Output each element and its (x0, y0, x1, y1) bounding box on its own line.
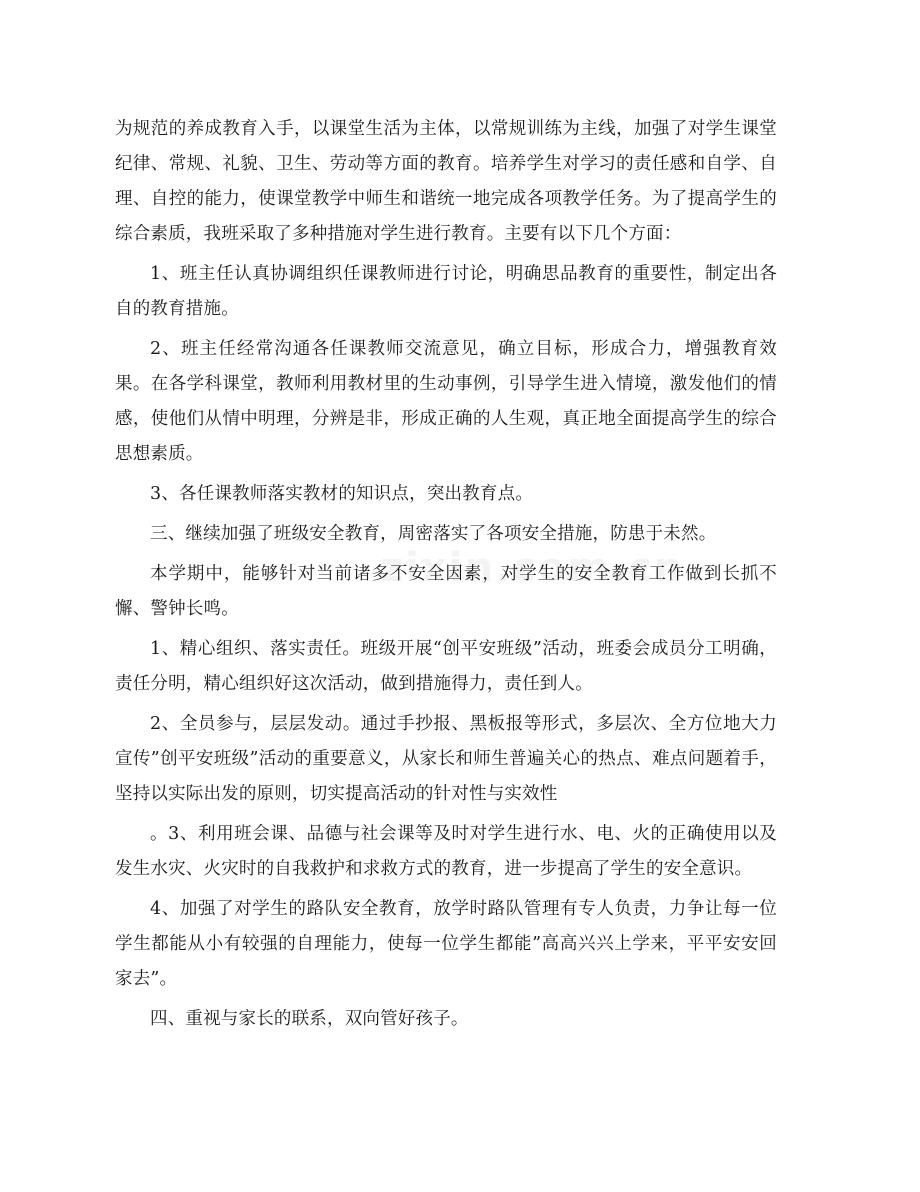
document-body (115, 112, 777, 1042)
paragraph-safety-2: 2、全员参与，层层发动。通过手抄报、黑板报等形式，多层次、全方位地大力宣传”创平安班级”活动的重要意义，从家长和师生普遍关心的热点、难点问题着手，坚持以实际出发的原则，切实提高活动的针对性与实效性 (115, 714, 777, 804)
paragraph-item-2: 2、班主任经常沟通各任课教师交流意见，确立目标，形成合力，增强教育效果。在各学科课堂，教师利用教材里的生动事例，引导学生进入情境，激发他们的情感，使他们从情中明理，分辨是非，形成正确的人生观，真正地全面提高学生的综合思想素质。 (115, 339, 777, 464)
paragraph-safety-4: 4、加强了对学生的路队安全教育，放学时路队管理有专人负责，力争让每一位学生都能从小有较强的自理能力，使每一位学生都能”高高兴兴上学来，平平安安回家去”。 (115, 899, 777, 989)
paragraph-safety-1: 1、精心组织、落实责任。班级开展“创平安班级”活动，班委会成员分工明确，责任分明，精心组织好这次活动，做到措施得力，责任到人。 (115, 639, 777, 694)
section-heading-three: 三、继续加强了班级安全教育，周密落实了各项安全措施，防患于未然。 (150, 524, 717, 544)
paragraph-safety-intro: 本学期中，能够针对当前诸多不安全因素，对学生的安全教育工作做到长抓不懈、警钟长鸣。 (115, 564, 777, 619)
paragraph-intro: 为规范的养成教育入手，以课堂生活为主体，以常规训练为主线，加强了对学生课堂纪律、常规、礼貌、卫生、劳动等方面的教育。培养学生对学习的责任感和自学、自理、自控的能力，使课堂教学中师生和谐统一地完成各项教学任务。为了提高学生的综合素质，我班采取了多种措施对学生进行教育。主要有以下几个方面： (115, 119, 777, 244)
section-heading-four: 四、重视与家长的联系，双向管好孩子。 (150, 1009, 469, 1029)
paragraph-item-1: 1、班主任认真协调组织任课教师进行讨论，明确思品教育的重要性，制定出各自的教育措施。 (115, 264, 777, 319)
paragraph-item-3: 3、各任课教师落实教材的知识点，突出教育点。 (150, 484, 534, 504)
paragraph-safety-3: 。3、利用班会课、品德与社会课等及时对学生进行水、电、火的正确使用以及发生水灾、火灾时的自我救护和求救方式的教育，进一步提高了学生的安全意识。 (115, 824, 777, 879)
